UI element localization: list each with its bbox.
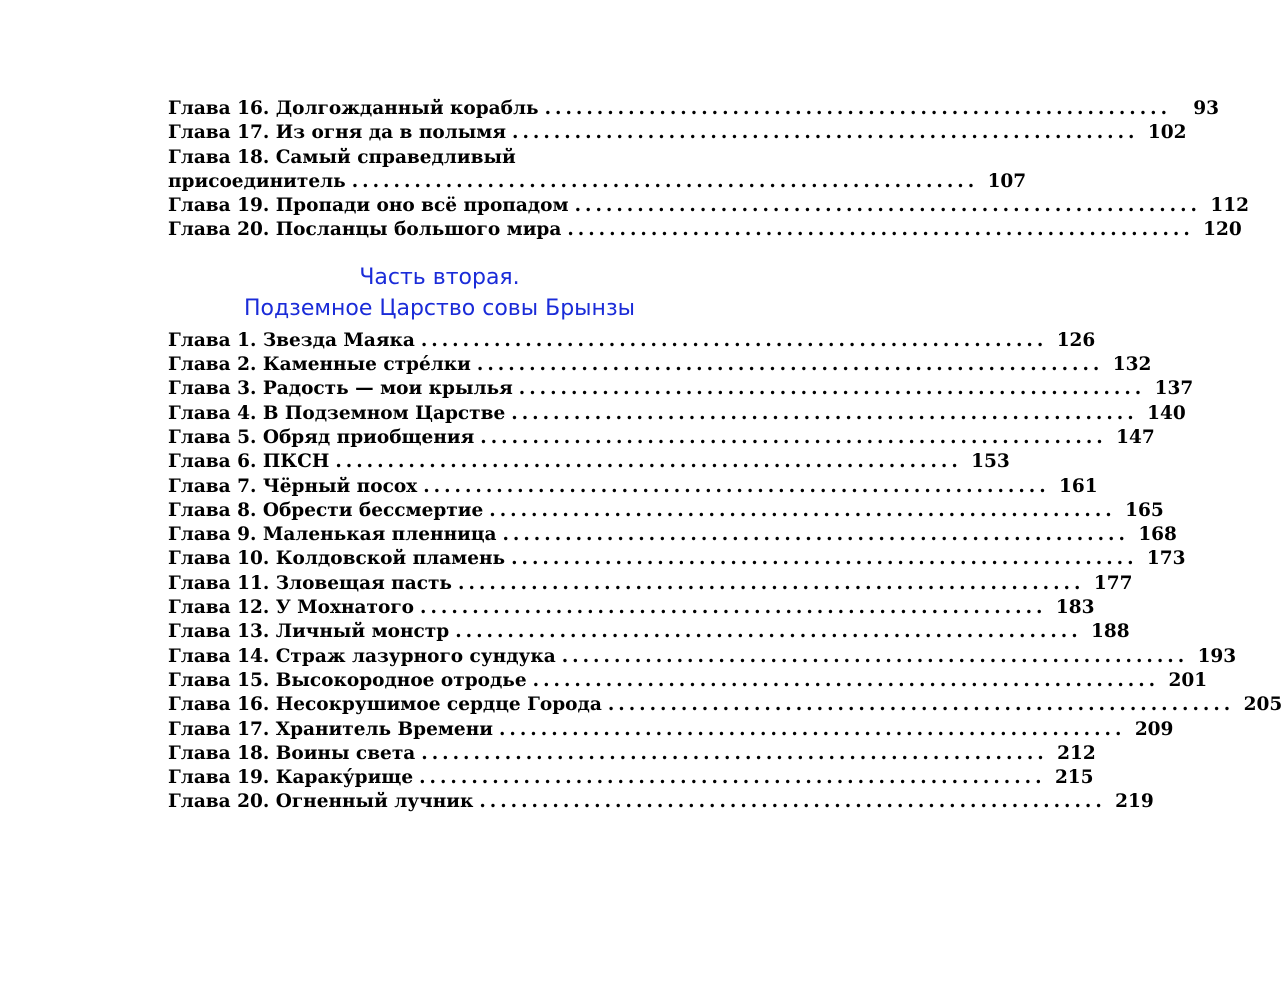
dot-leader: ............................................................ — [502, 524, 1129, 546]
toc-entry — [168, 329, 1096, 354]
chapter-title: Глава 12. У Мохнатого — [168, 597, 415, 619]
toc-entry — [168, 475, 1098, 500]
dot-leader: ............................................................ — [561, 645, 1189, 667]
chapter-title-continuation: присоединитель — [168, 170, 346, 192]
chapter-title: Глава 16. Несокрушимое сердце Города — [168, 694, 602, 716]
toc-entry — [168, 572, 1133, 597]
dot-leader: ............................................................ — [420, 597, 1047, 619]
dot-leader: ............................................................ — [423, 475, 1050, 497]
toc-entry — [168, 98, 1220, 122]
chapter-title: Глава 18. Самый справедливый — [168, 146, 516, 168]
chapter-title: Глава 19. Пропади оно всё пропадом — [168, 195, 569, 217]
toc-entry — [168, 402, 1186, 427]
dot-leader: ............................................................ — [458, 572, 1085, 594]
chapter-title: Глава 13. Личный монстр — [168, 621, 450, 643]
toc-entry-continuation — [168, 170, 1027, 195]
chapter-title: Глава 20. Огненный лучник — [168, 791, 474, 813]
toc-entry — [168, 597, 1095, 621]
page-number: 188 — [1091, 621, 1130, 643]
page-number: 93 — [1193, 98, 1220, 119]
toc-entry — [168, 195, 1250, 219]
chapter-title: Глава 9. Маленькая пленница — [168, 524, 497, 546]
page-number: 168 — [1138, 524, 1177, 546]
page-number: 147 — [1116, 426, 1155, 448]
chapter-title: Глава 19. Караку́рище — [168, 767, 414, 789]
chapter-title: Глава 20. Посланцы большого мира — [168, 219, 562, 241]
toc-entry — [168, 354, 1152, 378]
page-number: 215 — [1054, 767, 1094, 789]
toc-entry — [168, 767, 1094, 791]
toc-entry — [168, 451, 1010, 475]
toc-entry — [168, 524, 1177, 548]
toc-entry — [168, 718, 1174, 743]
page-number: 193 — [1197, 645, 1237, 667]
dot-leader: ............................................................ — [489, 499, 1116, 521]
dot-leader: ............................................................ — [351, 170, 979, 192]
dot-leader: ............................................................ — [518, 378, 1146, 400]
part-one-chapter-list — [168, 98, 1250, 244]
chapter-title: Глава 18. Воины света — [168, 742, 416, 764]
chapter-title: Глава 8. Обрести бессмертие — [168, 499, 484, 521]
part-two-heading — [168, 262, 705, 324]
page-number: 132 — [1112, 354, 1152, 376]
chapter-title: Глава 7. Чёрный посох — [168, 475, 418, 497]
dot-leader: ............................................................ — [455, 621, 1082, 643]
dot-leader: ............................................................ — [607, 694, 1235, 716]
page-number: 153 — [971, 451, 1010, 473]
chapter-title: Глава 6. ПКСН — [168, 451, 330, 473]
page-number: 126 — [1056, 329, 1096, 351]
toc-entry — [168, 694, 1282, 718]
chapter-title: Глава 4. В Подземном Царстве — [168, 402, 506, 424]
page-number: 165 — [1125, 499, 1164, 521]
page-number: 177 — [1093, 572, 1133, 594]
page-number: 107 — [987, 170, 1027, 192]
page-number: 183 — [1055, 597, 1095, 619]
dot-leader: ............................................................ — [419, 767, 1046, 789]
page-number: 201 — [1168, 669, 1208, 691]
chapter-title: Глава 3. Радость — мои крылья — [168, 378, 513, 400]
dot-leader: ............................................................ — [421, 742, 1048, 764]
toc-entry — [168, 378, 1194, 402]
dot-leader: ............................................................ — [574, 195, 1202, 217]
toc-entry — [168, 669, 1208, 694]
chapter-title: Глава 15. Высокородное отродье — [168, 669, 527, 691]
dot-leader: ............................................................ — [498, 718, 1126, 740]
dot-leader: ............................................................ — [420, 329, 1048, 351]
page-number: 112 — [1210, 195, 1250, 217]
dot-leader: ............................................................ — [511, 548, 1138, 570]
dot-leader: ............................................................ — [479, 791, 1106, 813]
table-of-contents — [168, 98, 1282, 816]
page-number: 205 — [1243, 694, 1282, 716]
chapter-title: Глава 2. Каменные стре́лки — [168, 354, 471, 376]
toc-entry — [168, 219, 1242, 243]
dot-leader: ............................................................ — [567, 219, 1194, 241]
dot-leader: ............................................................ — [532, 669, 1160, 691]
dot-leader: ............................................................ — [335, 451, 962, 473]
page-number: 161 — [1059, 475, 1098, 497]
dot-leader: ............................................................ — [544, 98, 1172, 119]
chapter-title: Глава 1. Звезда Маяка — [168, 329, 415, 351]
chapter-title: Глава 5. Обряд приобщения — [168, 426, 475, 448]
toc-entry — [168, 791, 1154, 815]
chapter-title: Глава 17. Хранитель Времени — [168, 718, 493, 740]
part-two-chapter-list — [168, 329, 1282, 816]
toc-entry-first-line — [168, 147, 705, 171]
toc-entry — [168, 426, 1155, 451]
part-two-title: Часть вторая. — [359, 264, 520, 290]
chapter-title: Глава 10. Колдовской пламень — [168, 548, 506, 570]
part-two-subtitle: Подземное Царство совы Брынзы — [243, 295, 636, 321]
chapter-title: Глава 11. Зловещая пасть — [168, 572, 452, 594]
toc-entry — [168, 621, 1130, 645]
page-number: 120 — [1203, 219, 1242, 241]
page-number: 209 — [1134, 718, 1174, 740]
dot-leader: ............................................................ — [512, 122, 1139, 144]
dot-leader: ............................................................ — [511, 402, 1138, 424]
toc-entry — [168, 122, 1187, 146]
chapter-title: Глава 17. Из огня да в полымя — [168, 122, 507, 144]
toc-entry — [168, 499, 1164, 524]
toc-entry — [168, 645, 1237, 670]
page-number: 173 — [1146, 548, 1186, 570]
page-number: 140 — [1147, 402, 1186, 424]
page-number: 212 — [1057, 742, 1096, 764]
chapter-title: Глава 14. Страж лазурного сундука — [168, 645, 556, 667]
page-number: 219 — [1115, 791, 1154, 813]
toc-entry — [168, 742, 1096, 767]
page-number: 102 — [1147, 122, 1187, 144]
dot-leader: ............................................................ — [476, 354, 1104, 376]
chapter-title: Глава 16. Долгожданный корабль — [168, 98, 539, 119]
page-number: 137 — [1154, 378, 1194, 400]
dot-leader: ............................................................ — [480, 426, 1107, 448]
toc-entry — [168, 548, 1186, 572]
